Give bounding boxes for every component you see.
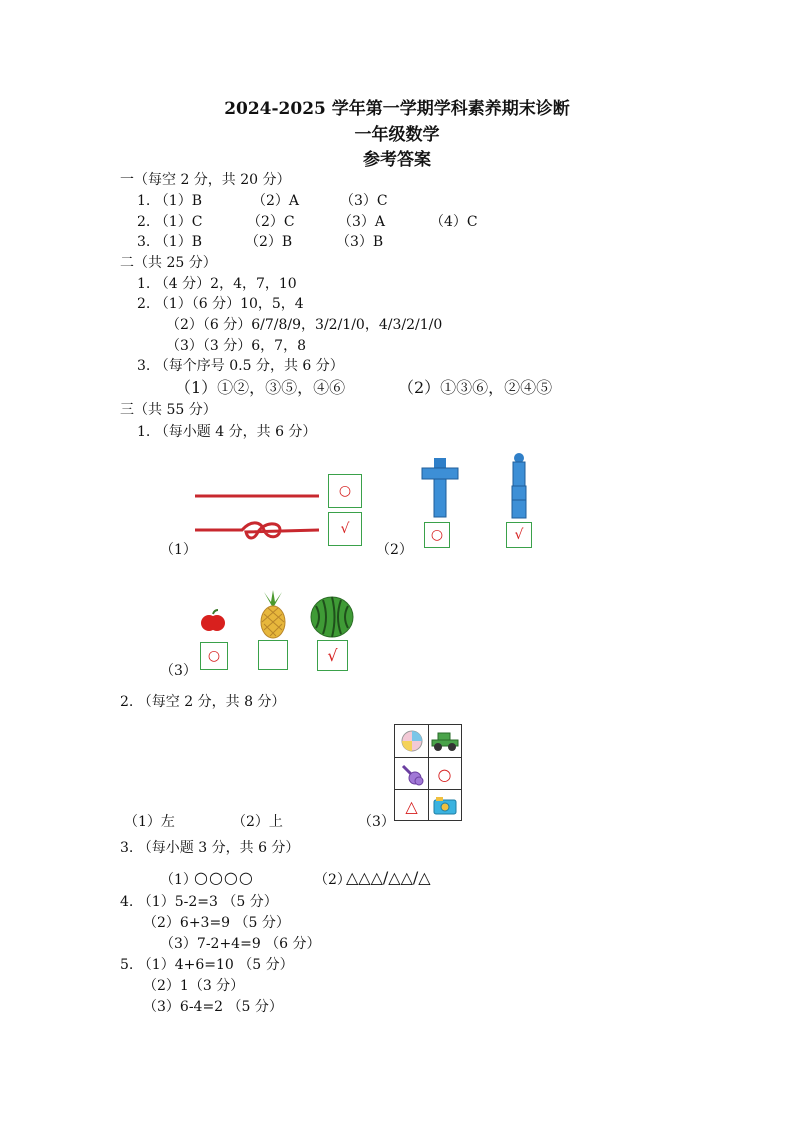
part2-q3: 3. （每个序号 0.5 分，共 6 分） (137, 358, 344, 374)
knotted-rope (195, 523, 319, 538)
camera-icon (432, 796, 458, 816)
part3-q1-label-2: （2） (376, 542, 413, 558)
part2-q3-2: （2）①③⑥，②④⑤ (398, 378, 553, 397)
part3-heading: 三（共 55 分） (120, 402, 217, 418)
cross-shape-icon (420, 456, 460, 520)
part1-q3-a2: （2）B (245, 234, 293, 250)
part2-q2-1: 2. （1）（6 分）10，5，4 (137, 296, 304, 312)
part3-q3-2-label: （2） (314, 872, 351, 888)
grid-circle-mark: ○ (437, 764, 452, 784)
part3-q5-1: 5. （1）4+6=10 （5 分） (120, 957, 294, 973)
watermelon-icon (310, 596, 354, 638)
part3-q3: 3. （每小题 3 分，共 6 分） (120, 840, 300, 856)
part3-q4-3: （3）7-2+4=9 （6 分） (160, 936, 321, 952)
part1-heading: 一（每空 2 分，共 20 分） (120, 172, 291, 188)
part3-q1-label-1: （1） (160, 542, 197, 558)
part1-q3-a3: （3）B (336, 234, 384, 250)
part2-q2-2: （2）（6 分）6/7/8/9，3/2/1/0，4/3/2/1/0 (166, 317, 443, 333)
part1-q1-a3: （3）C (340, 193, 388, 209)
part3-q3-1-answer: ○○○○ (194, 868, 254, 887)
grid-cell-ball (395, 725, 428, 757)
cross-answer-box: ○ (424, 522, 450, 548)
guitar-icon (399, 762, 425, 786)
part3-q1-label-3: （3） (160, 663, 197, 679)
rope-illustration (192, 480, 322, 550)
part3-q2: 2. （每空 2 分，共 8 分） (120, 694, 286, 710)
pineapple-icon (256, 590, 290, 640)
part2-q1: 1. （4 分）2，4，7，10 (137, 276, 297, 292)
part3-q5-2: （2）1（3 分） (143, 978, 245, 994)
part3-q3-2-answer: △△△/△△/△ (346, 868, 431, 887)
doc-title: 2024-2025 学年第一学期学科素养期末诊断 (224, 99, 570, 119)
apple-icon (200, 608, 226, 634)
rope-bottom-answer-box: √ (328, 512, 362, 546)
part3-q4-1: 4. （1）5-2=3 （5 分） (120, 894, 278, 910)
part3-q3-1-label: （1） (160, 872, 197, 888)
position-grid (394, 724, 462, 821)
toy-car-icon (430, 730, 460, 752)
part2-q3-1: （1）①②，③⑤，④⑥ (175, 378, 346, 397)
pineapple-answer-box (258, 640, 288, 670)
grid-cell-guitar (395, 758, 428, 790)
part3-q1: 1. （每小题 4 分，共 6 分） (137, 424, 317, 440)
part3-q2-1: （1）左 (124, 814, 175, 830)
part1-q2-a2: （2）C (247, 214, 295, 230)
part3-q2-3: （3） (358, 814, 395, 830)
part3-q2-2: （2）上 (232, 814, 283, 830)
rope-top-answer-box: ○ (328, 474, 362, 508)
apple-answer-box: ○ (200, 642, 228, 670)
grid-cell-car (428, 725, 461, 757)
part2-heading: 二（共 25 分） (120, 255, 217, 271)
grid-triangle-mark: △ (405, 796, 418, 816)
part3-q5-3: （3）6-4=2 （5 分） (143, 999, 283, 1015)
part1-q3-a1: 3. （1）B (137, 234, 203, 250)
part1-q1-a1: 1. （1）B (137, 193, 203, 209)
doc-subject: 一年级数学 (354, 125, 440, 145)
doc-subtitle: 参考答案 (363, 150, 431, 170)
column-shape-icon (508, 452, 530, 520)
part3-q4-2: （2）6+3=9 （5 分） (143, 915, 290, 931)
part1-q2-a1: 2. （1）C (137, 214, 203, 230)
part1-q2-a4: （4）C (430, 214, 478, 230)
ball-icon (401, 730, 423, 752)
part1-q2-a3: （3）A (338, 214, 386, 230)
watermelon-answer-box: √ (317, 640, 348, 671)
part2-q2-3: （3）（3 分）6，7，8 (166, 338, 306, 354)
column-answer-box: √ (506, 522, 532, 548)
part1-q1-a2: （2）A (252, 193, 300, 209)
grid-cell-camera (428, 790, 461, 822)
